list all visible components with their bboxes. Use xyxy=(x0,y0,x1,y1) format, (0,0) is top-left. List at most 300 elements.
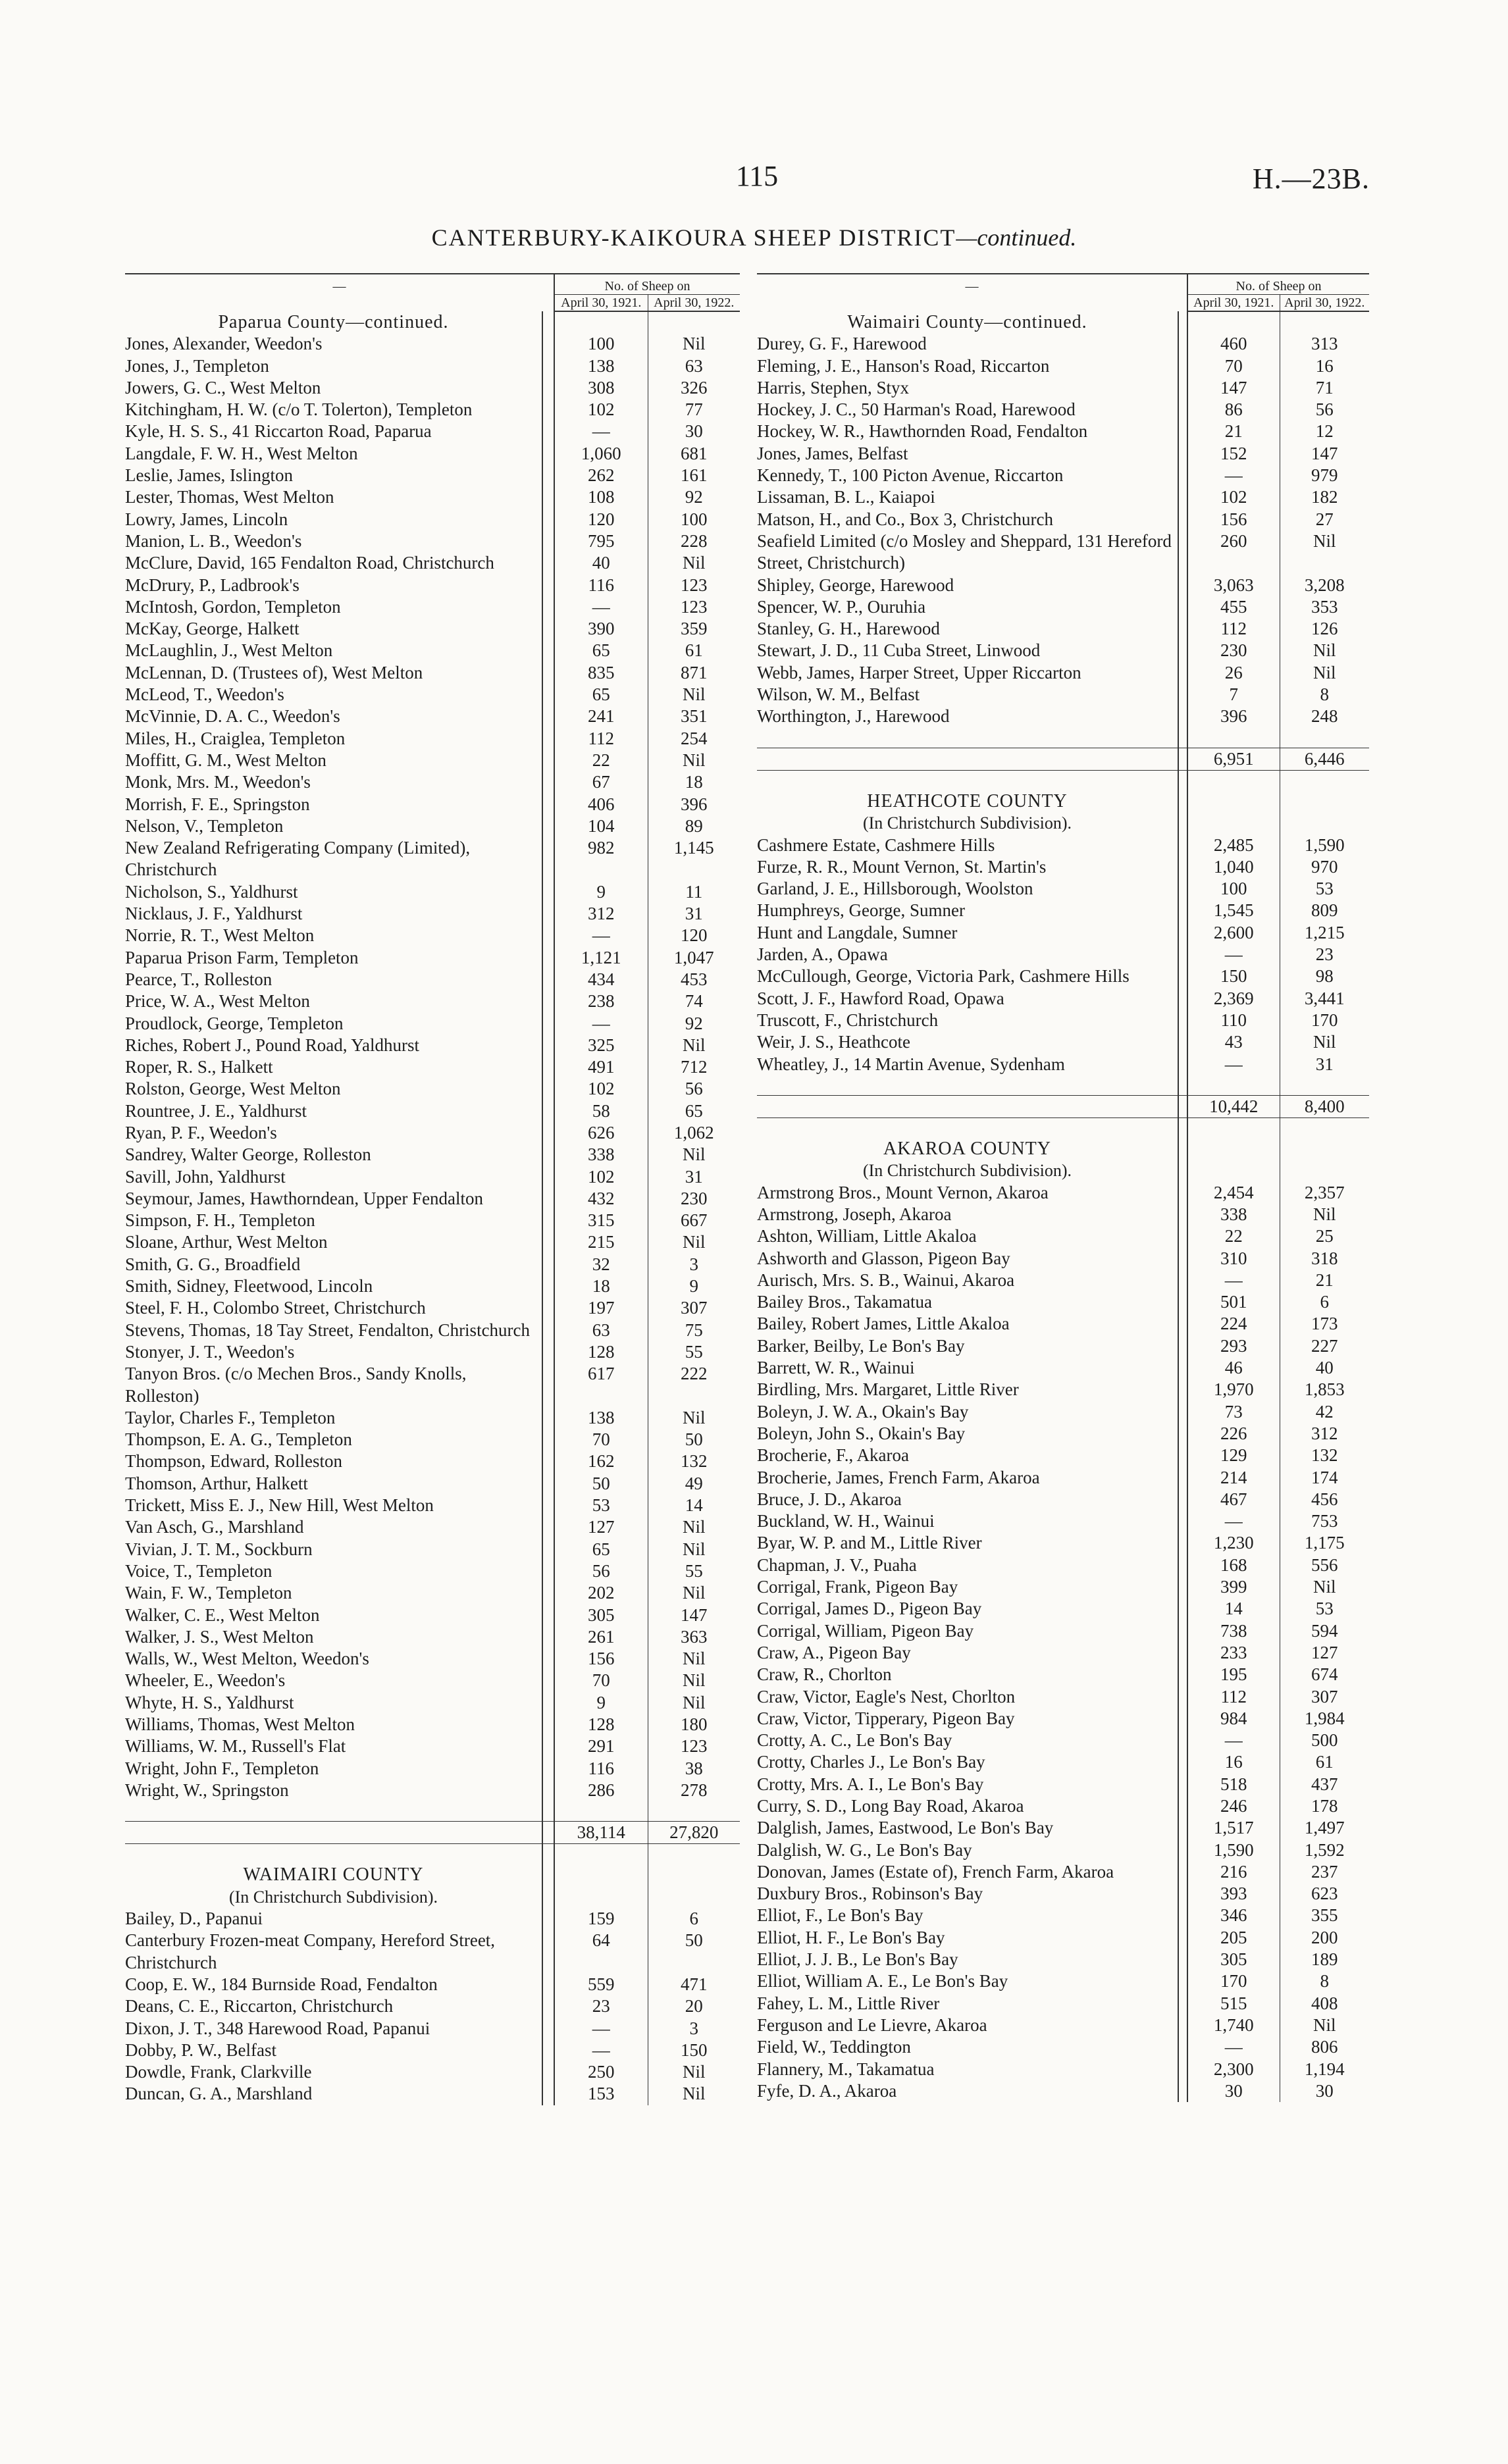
row-spacer xyxy=(542,333,554,355)
row-spacer xyxy=(1178,834,1187,856)
table-row xyxy=(125,1450,740,1472)
row-spacer xyxy=(542,1714,554,1735)
table-row xyxy=(757,1839,1369,1861)
sheep-1922: 1,062 xyxy=(673,1122,714,1142)
owner-name: Kyle, H. S. S., 41 Riccarton Road, Paparua xyxy=(125,421,432,442)
sheep-1922: 3 xyxy=(689,1254,698,1274)
sheep-1922: 38 xyxy=(685,1758,703,1778)
table-row xyxy=(757,1883,1369,1905)
sheep-1921: 128 xyxy=(554,1341,648,1363)
sheep-1921: 70 xyxy=(1187,355,1280,377)
row-spacer xyxy=(542,1560,554,1582)
owner-name: Birdling, Mrs. Margaret, Little River xyxy=(757,1379,1019,1400)
owner-name: Smith, Sidney, Fleetwood, Lincoln xyxy=(125,1276,373,1296)
owner-name: Stevens, Thomas, 18 Tay Street, Fendalton, Christchurch xyxy=(125,1320,531,1340)
sheep-1922: 180 xyxy=(681,1714,708,1734)
table-row xyxy=(125,1231,740,1253)
spacer-cell xyxy=(1280,1118,1369,1139)
table-row xyxy=(757,486,1369,508)
owner-name: Bailey, Robert James, Little Akaloa xyxy=(757,1314,1010,1334)
owner-name: Cashmere Estate, Cashmere Hills xyxy=(757,834,995,855)
sheep-1921: 393 xyxy=(1187,1883,1280,1905)
sheep-1921: 1,517 xyxy=(1187,1817,1280,1839)
sheep-1921: 460 xyxy=(1187,333,1280,355)
row-spacer xyxy=(1178,1248,1187,1270)
sheep-1921: 338 xyxy=(554,1144,648,1166)
owner-name: Sloane, Arthur, West Melton xyxy=(125,1232,328,1252)
table-row xyxy=(125,837,740,881)
row-spacer xyxy=(542,903,554,925)
empty-cell xyxy=(1280,1160,1369,1181)
table-row xyxy=(757,355,1369,377)
sheep-1921: 291 xyxy=(554,1735,648,1757)
owner-name: Hockey, W. R., Hawthornden Road, Fendalton xyxy=(757,421,1088,442)
row-spacer xyxy=(1178,1686,1187,1708)
owner-name: Wright, John F., Templeton xyxy=(125,1758,319,1778)
owner-name: Morrish, F. E., Springston xyxy=(125,794,310,814)
owner-name: Walker, C. E., West Melton xyxy=(125,1604,320,1625)
sheep-1922: 437 xyxy=(1311,1774,1338,1794)
sheep-1922: Nil xyxy=(683,1144,706,1165)
row-spacer xyxy=(542,1735,554,1757)
owner-name: Crotty, A. C., Le Bon's Bay xyxy=(757,1730,952,1751)
owner-name: Deans, C. E., Riccarton, Christchurch xyxy=(125,1996,394,2016)
owner-name: Jones, Alexander, Weedon's xyxy=(125,334,323,354)
empty-cell xyxy=(648,1886,740,1908)
sheep-1922: Nil xyxy=(683,1232,706,1252)
table-row xyxy=(125,399,740,421)
row-spacer xyxy=(542,1539,554,1560)
sheep-1921: — xyxy=(1187,2036,1280,2058)
row-spacer xyxy=(542,1035,554,1056)
empty-cell xyxy=(554,1864,648,1886)
sheep-1921: 147 xyxy=(1187,377,1280,399)
sheep-1921: 738 xyxy=(1187,1620,1280,1642)
subdivision-label: (In Christchurch Subdivision). xyxy=(228,1887,438,1907)
sheep-1922: 20 xyxy=(685,1996,703,2016)
sheep-1921: 9 xyxy=(554,1692,648,1714)
sheep-1922: Nil xyxy=(1313,2015,1336,2035)
table-row xyxy=(757,530,1369,575)
sheep-1922: 353 xyxy=(1311,596,1338,617)
table-row xyxy=(757,1379,1369,1400)
owner-name: Corrigal, Frank, Pigeon Bay xyxy=(757,1577,958,1597)
row-spacer xyxy=(542,311,554,333)
sheep-1922: 227 xyxy=(1311,1335,1338,1356)
sheep-1921: 70 xyxy=(554,1670,648,1691)
sheep-1921: 65 xyxy=(554,640,648,661)
sheep-1922: 23 xyxy=(1315,944,1334,965)
row-spacer xyxy=(1178,377,1187,399)
sheep-1921: 22 xyxy=(554,750,648,771)
sheep-1921: 53 xyxy=(554,1495,648,1516)
sheep-1921: 67 xyxy=(554,771,648,793)
owner-name: Durey, G. F., Harewood xyxy=(757,334,927,354)
sheep-1921: 195 xyxy=(1187,1664,1280,1685)
owner-name: Seymour, James, Hawthorndean, Upper Fendalton xyxy=(125,1188,484,1208)
owner-name: Trickett, Miss E. J., New Hill, West Melton xyxy=(125,1495,434,1516)
owner-name: Taylor, Charles F., Templeton xyxy=(125,1407,336,1427)
row-spacer xyxy=(1178,486,1187,508)
sheep-1922: 1,047 xyxy=(673,947,714,967)
owner-name: Scott, J. F., Hawford Road, Opawa xyxy=(757,988,1004,1008)
sheep-1921: 226 xyxy=(1187,1423,1280,1445)
row-spacer xyxy=(1178,1423,1187,1445)
row-spacer xyxy=(542,1758,554,1780)
sheep-1922: 89 xyxy=(685,815,703,836)
sheep-table-right xyxy=(757,273,1369,2102)
sheep-1921: 102 xyxy=(554,1078,648,1100)
row-spacer xyxy=(542,1864,554,1886)
sheep-1922: Nil xyxy=(683,553,706,573)
table-row xyxy=(125,969,740,990)
row-spacer xyxy=(1178,2036,1187,2058)
table-row xyxy=(757,1927,1369,1949)
sheep-1921: 9 xyxy=(554,881,648,903)
owner-name: Canterbury Frozen-meat Company, Hereford Street, Christchurch xyxy=(125,1930,496,1972)
owner-name: Humphreys, George, Sumner xyxy=(757,900,965,921)
county-total-row xyxy=(757,1095,1369,1117)
sheep-1922: 222 xyxy=(681,1364,708,1384)
sheep-1921: 7 xyxy=(1187,684,1280,706)
row-spacer xyxy=(542,1886,554,1908)
row-spacer xyxy=(542,2040,554,2061)
sheep-1922: 594 xyxy=(1311,1620,1338,1641)
table-row xyxy=(125,1013,740,1035)
sheep-1921: 129 xyxy=(1187,1445,1280,1466)
table-row xyxy=(125,333,740,355)
row-spacer xyxy=(1178,2015,1187,2036)
table-row xyxy=(757,1905,1369,1926)
table-row xyxy=(757,1795,1369,1817)
sheep-1922: 21 xyxy=(1315,1270,1334,1290)
spacer-cell xyxy=(1187,770,1280,790)
spacer-cell xyxy=(648,1801,740,1822)
table-row xyxy=(125,947,740,969)
owner-name: Ashworth and Glasson, Pigeon Bay xyxy=(757,1248,1010,1268)
row-spacer xyxy=(542,618,554,640)
spacer-cell xyxy=(757,728,1178,748)
table-row xyxy=(125,1473,740,1495)
owner-name: Steel, F. H., Colombo Street, Christchurch xyxy=(125,1298,426,1318)
sheep-1921: 262 xyxy=(554,465,648,486)
empty-cell xyxy=(554,311,648,333)
owner-name: Shipley, George, Harewood xyxy=(757,575,954,595)
sheep-1921: 152 xyxy=(1187,443,1280,465)
empty-cell xyxy=(648,1864,740,1886)
owner-name: Hunt and Langdale, Sumner xyxy=(757,922,958,942)
table-row xyxy=(125,684,740,706)
row-spacer xyxy=(542,969,554,990)
owner-name: Craw, Victor, Eagle's Nest, Chorlton xyxy=(757,1686,1016,1707)
sheep-1922: 351 xyxy=(681,706,708,727)
sheep-1921: 399 xyxy=(1187,1576,1280,1598)
sheep-1922: 53 xyxy=(1315,879,1334,899)
owner-name: Walls, W., West Melton, Weedon's xyxy=(125,1649,369,1669)
county-total-row xyxy=(125,1822,740,1844)
owner-name: Duncan, G. A., Marshland xyxy=(125,2084,313,2104)
table-row xyxy=(125,728,740,750)
sheep-1922: 453 xyxy=(681,969,708,989)
owner-name: Corrigal, William, Pigeon Bay xyxy=(757,1620,974,1641)
sheep-count-header: No. of Sheep on xyxy=(1187,274,1369,295)
owner-name: Nelson, V., Templeton xyxy=(125,815,284,836)
sheep-1921: 100 xyxy=(554,333,648,355)
owner-name: Crotty, Charles J., Le Bon's Bay xyxy=(757,1752,985,1772)
sheep-1922: Nil xyxy=(683,1517,706,1537)
right-column xyxy=(757,273,1369,2102)
spacer-row xyxy=(757,1075,1369,1096)
owner-name: Voice, T., Templeton xyxy=(125,1560,273,1581)
table-row xyxy=(125,794,740,815)
table-row xyxy=(757,333,1369,355)
row-spacer xyxy=(542,443,554,465)
table-row xyxy=(757,596,1369,618)
sheep-1921: 46 xyxy=(1187,1357,1280,1379)
row-spacer xyxy=(1178,1927,1187,1949)
sheep-1922: Nil xyxy=(1313,662,1336,682)
sheep-1922: 12 xyxy=(1315,421,1334,442)
sheep-1921: 3,063 xyxy=(1187,575,1280,596)
empty-cell xyxy=(648,311,740,333)
owner-name: Moffitt, G. M., West Melton xyxy=(125,750,326,770)
table-row xyxy=(125,771,740,793)
sheep-1921: 432 xyxy=(554,1188,648,1210)
sheep-1921: 112 xyxy=(1187,1686,1280,1708)
row-spacer xyxy=(542,1320,554,1341)
row-spacer xyxy=(542,575,554,596)
table-row xyxy=(125,903,740,925)
sheep-1922: 623 xyxy=(1311,1884,1338,1904)
table-row xyxy=(757,1204,1369,1225)
owner-name: Tanyon Bros. (c/o Mechen Bros., Sandy Knolls, Rolleston) xyxy=(125,1364,467,1406)
empty-cell xyxy=(1187,812,1280,834)
row-spacer xyxy=(542,1144,554,1166)
sheep-1921: 305 xyxy=(1187,1949,1280,1970)
sheep-1921: 153 xyxy=(554,2083,648,2105)
sheep-1921: 215 xyxy=(554,1231,648,1253)
row-spacer xyxy=(542,794,554,815)
title-text: CANTERBURY-KAIKOURA SHEEP DISTRICT xyxy=(431,224,956,251)
owner-name: Norrie, R. T., West Melton xyxy=(125,925,315,946)
row-spacer xyxy=(542,640,554,661)
owner-name: Monk, Mrs. M., Weedon's xyxy=(125,772,311,792)
sheep-1921: 835 xyxy=(554,662,648,684)
sheep-1921: 2,369 xyxy=(1187,988,1280,1010)
table-row xyxy=(125,1692,740,1714)
sheep-1922: 150 xyxy=(681,2040,708,2060)
owner-column-header: — xyxy=(757,274,1187,311)
row-spacer xyxy=(1178,770,1187,790)
sheep-1922: 127 xyxy=(1311,1642,1338,1662)
sheep-1921: 197 xyxy=(554,1297,648,1319)
owner-name: Dobby, P. W., Belfast xyxy=(125,2040,277,2060)
row-spacer xyxy=(542,728,554,750)
row-spacer xyxy=(542,1995,554,2017)
sheep-1922: 9 xyxy=(689,1276,698,1296)
row-spacer xyxy=(542,815,554,837)
table-row xyxy=(757,1664,1369,1685)
table-row xyxy=(125,2061,740,2083)
table-row xyxy=(757,575,1369,596)
sheep-1921: 346 xyxy=(1187,1905,1280,1926)
table-row xyxy=(125,596,740,618)
table-row xyxy=(125,1188,740,1210)
owner-name: Spencer, W. P., Ouruhia xyxy=(757,596,926,617)
sheep-1922: 147 xyxy=(681,1604,708,1625)
row-spacer xyxy=(542,1275,554,1297)
sheep-1921: 32 xyxy=(554,1254,648,1275)
table-row xyxy=(757,1313,1369,1335)
owner-name: Byar, W. P. and M., Little River xyxy=(757,1533,982,1553)
row-spacer xyxy=(542,2018,554,2040)
sheep-1921: — xyxy=(554,1013,648,1035)
sheep-1921: 325 xyxy=(554,1035,648,1056)
sheep-1921: 1,970 xyxy=(1187,1379,1280,1400)
table-row xyxy=(757,965,1369,987)
table-row xyxy=(757,944,1369,965)
sheep-1922: 31 xyxy=(1315,1054,1334,1074)
sheep-1922: 123 xyxy=(681,575,708,595)
spacer-cell xyxy=(1187,728,1280,748)
subdivision-label: (In Christchurch Subdivision). xyxy=(862,813,1072,833)
left-column xyxy=(125,273,750,2105)
left-table-body xyxy=(125,311,740,2105)
row-spacer xyxy=(542,1670,554,1691)
table-row xyxy=(757,1532,1369,1554)
sheep-1922: 53 xyxy=(1315,1599,1334,1619)
sheep-1921: 56 xyxy=(554,1560,648,1582)
sheep-1921: 224 xyxy=(1187,1313,1280,1335)
row-spacer xyxy=(1178,618,1187,640)
owner-name: Stewart, J. D., 11 Cuba Street, Linwood xyxy=(757,640,1041,661)
row-spacer xyxy=(1178,399,1187,421)
owner-name: Van Asch, G., Marshland xyxy=(125,1517,304,1537)
sheep-1921: 168 xyxy=(1187,1554,1280,1576)
owner-name: Crotty, Mrs. A. I., Le Bon's Bay xyxy=(757,1774,984,1794)
spacer-cell xyxy=(757,1118,1178,1139)
table-row xyxy=(125,530,740,552)
county-heading: Waimairi County—continued. xyxy=(847,312,1087,332)
row-spacer xyxy=(1178,530,1187,575)
table-row xyxy=(757,1774,1369,1795)
sheep-1922: 471 xyxy=(681,1974,708,1994)
owner-name: Wain, F. W., Templeton xyxy=(125,1583,292,1603)
table-row xyxy=(757,1054,1369,1075)
sheep-1921: 156 xyxy=(554,1648,648,1670)
spacer-cell xyxy=(1187,1075,1280,1096)
owner-name: Thompson, E. A. G., Templeton xyxy=(125,1429,352,1450)
sheep-1921: 64 xyxy=(554,1930,648,1974)
owner-name: Smith, G. G., Broadfield xyxy=(125,1254,301,1274)
owner-name: Boleyn, John S., Okain's Bay xyxy=(757,1423,966,1443)
owner-name: McVinnie, D. A. C., Weedon's xyxy=(125,706,340,727)
owner-name: Ashton, William, Little Akaloa xyxy=(757,1226,977,1246)
owner-name: Stonyer, J. T., Weedon's xyxy=(125,1341,295,1362)
sheep-1921: 246 xyxy=(1187,1795,1280,1817)
spacer-cell xyxy=(1280,728,1369,748)
table-row xyxy=(125,2083,740,2105)
sheep-1922: 806 xyxy=(1311,2037,1338,2057)
table-row xyxy=(757,1335,1369,1357)
table-row xyxy=(757,1445,1369,1466)
table-row xyxy=(125,355,740,377)
table-row xyxy=(125,1035,740,1056)
owner-name: Armstrong, Joseph, Akaroa xyxy=(757,1204,952,1224)
owner-name: Elliot, William A. E., Le Bon's Bay xyxy=(757,1971,1008,1991)
row-spacer xyxy=(1178,355,1187,377)
owner-name: Langdale, F. W. H., West Melton xyxy=(125,443,358,463)
owner-name: Simpson, F. H., Templeton xyxy=(125,1210,315,1231)
sheep-1922: 200 xyxy=(1311,1927,1338,1947)
sheep-1921: 315 xyxy=(554,1210,648,1231)
table-row xyxy=(125,1078,740,1100)
spacer-cell xyxy=(757,770,1178,790)
sheep-1921: 286 xyxy=(554,1780,648,1801)
sheep-1921: 250 xyxy=(554,2061,648,2083)
sheep-1922: 871 xyxy=(681,662,708,682)
sheep-1921: 22 xyxy=(1187,1225,1280,1247)
row-spacer xyxy=(542,1210,554,1231)
spacer-cell xyxy=(125,1844,542,1864)
sheep-1922: 92 xyxy=(685,487,703,507)
owner-name: Elliot, H. F., Le Bon's Bay xyxy=(757,1927,945,1947)
sheep-1921: 156 xyxy=(1187,509,1280,530)
table-row xyxy=(125,750,740,771)
sheep-1921: 170 xyxy=(1187,1970,1280,1992)
table-row xyxy=(125,443,740,465)
table-row xyxy=(125,1254,740,1275)
table-row xyxy=(125,1648,740,1670)
total-1922: 8,400 xyxy=(1280,1095,1369,1117)
sheep-1921: 491 xyxy=(554,1056,648,1078)
row-spacer xyxy=(1178,1095,1187,1117)
sheep-1921: 1,060 xyxy=(554,443,648,465)
sheep-1921: 518 xyxy=(1187,1774,1280,1795)
owner-name: Boleyn, J. W. A., Okain's Bay xyxy=(757,1401,969,1422)
row-spacer xyxy=(1178,1182,1187,1204)
row-spacer xyxy=(1178,965,1187,987)
owner-name: Field, W., Teddington xyxy=(757,2037,911,2057)
table-row xyxy=(125,509,740,530)
sheep-1921: 261 xyxy=(554,1626,648,1648)
sheep-1921: — xyxy=(1187,1510,1280,1532)
owner-name: Dalglish, James, Eastwood, Le Bon's Bay xyxy=(757,1818,1054,1838)
row-spacer xyxy=(542,750,554,771)
sheep-1922: Nil xyxy=(683,1649,706,1669)
sheep-1922: 1,215 xyxy=(1304,922,1345,942)
row-spacer xyxy=(542,1341,554,1363)
row-spacer xyxy=(1178,790,1187,812)
row-spacer xyxy=(1178,1576,1187,1598)
sheep-1922: Nil xyxy=(1313,1032,1336,1052)
row-spacer xyxy=(542,1407,554,1429)
row-spacer xyxy=(1178,748,1187,770)
sheep-1921: 127 xyxy=(554,1516,648,1538)
table-row xyxy=(757,1489,1369,1510)
row-spacer xyxy=(1178,1291,1187,1313)
sheep-1922: 11 xyxy=(685,881,703,902)
table-row xyxy=(125,1144,740,1166)
row-spacer xyxy=(1178,1774,1187,1795)
table-row xyxy=(757,399,1369,421)
subdivision-label: (In Christchurch Subdivision). xyxy=(862,1161,1072,1181)
owner-name: Thomson, Arthur, Halkett xyxy=(125,1473,308,1493)
county-heading-row xyxy=(757,311,1369,333)
table-row xyxy=(757,2015,1369,2036)
sheep-1922: 40 xyxy=(1315,1358,1334,1378)
table-row xyxy=(125,2040,740,2061)
